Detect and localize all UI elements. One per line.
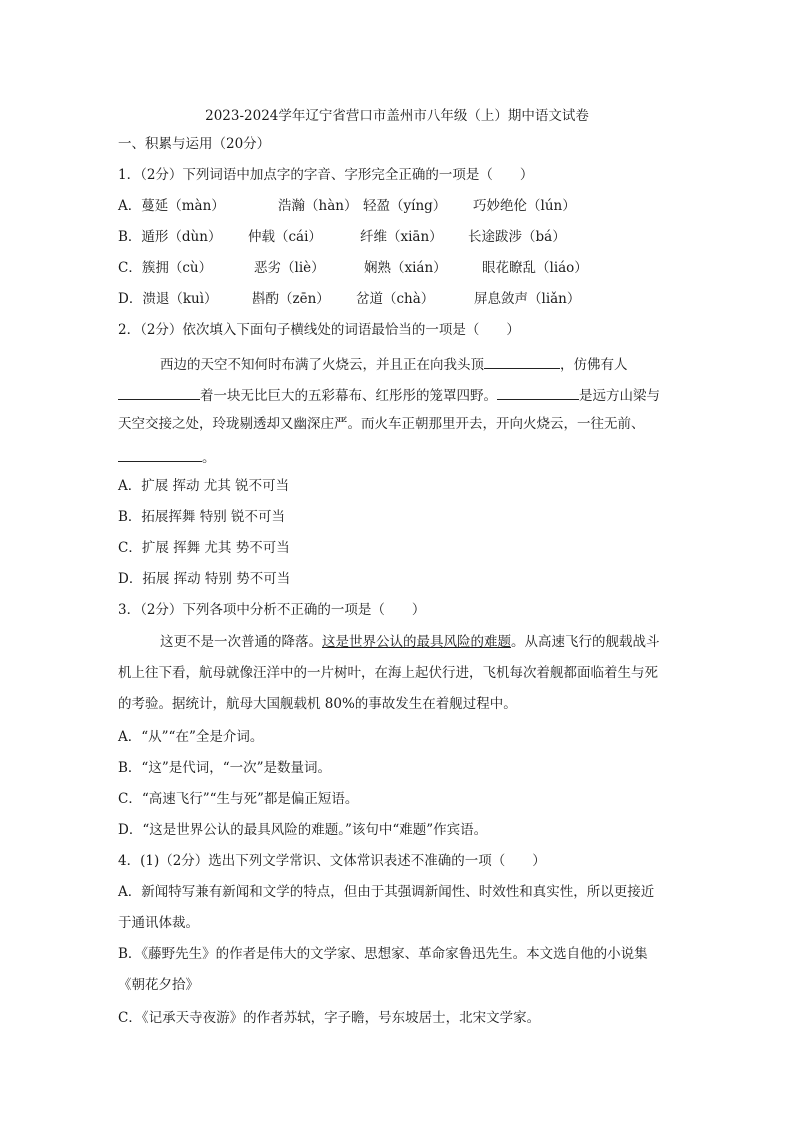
q1-b-word1: B．遁形（dùn）	[118, 229, 222, 245]
q3-passage-line1	[160, 632, 660, 652]
q2-passage-line2	[118, 383, 660, 406]
q2-option-b: B．拓展挥舞 特别 锐不可当	[118, 509, 286, 525]
q1-d-word3: 岔道（chà）	[356, 291, 435, 307]
q3-text-1b: 。从高速飞行的舰载战斗	[511, 634, 660, 650]
section-heading: 一、积累与运用（20分）	[118, 136, 271, 152]
q2-option-a: A．扩展 挥动 尤其 锐不可当	[118, 478, 290, 494]
q2-blank-1	[484, 352, 560, 369]
q2-text-2b: 是远方山梁与	[579, 388, 660, 404]
q2-blank-3	[497, 383, 579, 400]
q1-a-word1: A．蔓延（màn）	[118, 198, 225, 214]
q4-option-c: C．《记承天寺夜游》的作者苏轼，字子瞻，号东坡居士，北宋文学家。	[118, 1010, 541, 1026]
q1-stem: 1．（2分）下列词语中加点字的字音、字形完全正确的一项是（ ）	[118, 167, 534, 183]
q1-d-word2: 斟酌（zēn）	[252, 291, 330, 307]
q2-option-c: C．扩展 挥舞 尤其 势不可当	[118, 540, 290, 556]
page-title: 2023-2024学年辽宁省营口市盖州市八年级（上）期中语文试卷	[205, 108, 589, 124]
q3-option-a: A．“从”“在”全是介词。	[118, 729, 264, 745]
q1-c-word1: C．簇拥（cù）	[118, 260, 213, 276]
q1-option-c	[118, 258, 588, 278]
q1-d-word1: D．溃退（kuì）	[118, 291, 218, 307]
q2-stem: 2．（2分）依次填入下面句子横线处的词语最恰当的一项是（ ）	[118, 322, 520, 338]
q4-option-a-line2: 于通讯体裁。	[118, 915, 199, 931]
q3-option-c: C．“高速飞行”“生与死”都是偏正短语。	[118, 791, 359, 807]
q3-text-1a: 这更不是一次普通的降落。	[160, 634, 322, 650]
q3-underlined-sentence: 这是世界公认的最具风险的难题	[322, 634, 511, 650]
q4-stem: 4．(1)（2分）选出下列文学常识、文体常识表述不准确的一项（ ）	[118, 853, 546, 869]
q1-a-word3: 轻盈（yíng）	[363, 198, 447, 214]
q1-a-word4: 巧妙绝伦（lún）	[473, 198, 576, 214]
q1-b-word4: 长途跋涉（bá）	[468, 229, 566, 245]
q4-option-b-line1: B．《藤野先生》的作者是伟大的文学家、思想家、革命家鲁迅先生。本文选自他的小说集	[118, 946, 648, 962]
q1-option-d	[118, 289, 580, 309]
q2-passage-line3: 天空交接之处，玲珑剔透却又幽深庄严。而火车正朝那里开去，开向火烧云，一往无前、	[118, 416, 645, 432]
q2-passage-line4	[118, 445, 216, 468]
q1-a-word2: 浩瀚（hàn）	[278, 198, 358, 214]
q2-text-2a: 着一块无比巨大的五彩幕布、红彤彤的笼罩四野。	[200, 388, 497, 404]
q4-option-a-line1: A．新闻特写兼有新闻和文学的特点，但由于其强调新闻性、时效性和真实性，所以更接近	[118, 884, 655, 900]
q1-option-b	[118, 227, 566, 247]
q1-b-word2: 仲载（cái）	[248, 229, 322, 245]
q3-passage-line3: 的考验。据统计，航母大国舰载机 80%的事故发生在着舰过程中。	[118, 696, 517, 712]
q2-passage-line1	[160, 352, 628, 375]
q1-option-a	[118, 196, 576, 216]
q3-stem: 3．（2分）下列各项中分析不正确的一项是（ ）	[118, 602, 426, 618]
q4-option-b-line2: 《朝花夕拾》	[118, 977, 199, 993]
q1-c-word3: 娴熟（xián）	[364, 260, 447, 276]
q1-c-word2: 恶劣（liè）	[254, 260, 325, 276]
q3-passage-line2: 机上往下看，航母就像汪洋中的一片树叶，在海上起伏行进，飞机每次着舰都面临着生与死	[118, 665, 658, 681]
q3-option-b: B．“这”是代词，“一次”是数量词。	[118, 760, 332, 776]
q1-d-word4: 屏息敛声（liǎn）	[474, 291, 581, 307]
q2-option-d: D．拓展 挥动 特别 势不可当	[118, 571, 291, 587]
q2-blank-2	[118, 383, 200, 400]
q2-blank-4	[118, 445, 202, 462]
q2-text-1a: 西边的天空不知何时布满了火烧云，并且正在向我头顶	[160, 357, 484, 373]
q1-c-word4: 眼花瞭乱（liáo）	[482, 260, 588, 276]
q1-b-word3: 纤维（xiān）	[360, 229, 443, 245]
q3-option-d: D．“这是世界公认的最具风险的难题。”该句中“难题”作宾语。	[118, 822, 488, 838]
q2-text-4: 。	[202, 450, 216, 466]
q2-text-1b: ，仿佛有人	[560, 357, 628, 373]
